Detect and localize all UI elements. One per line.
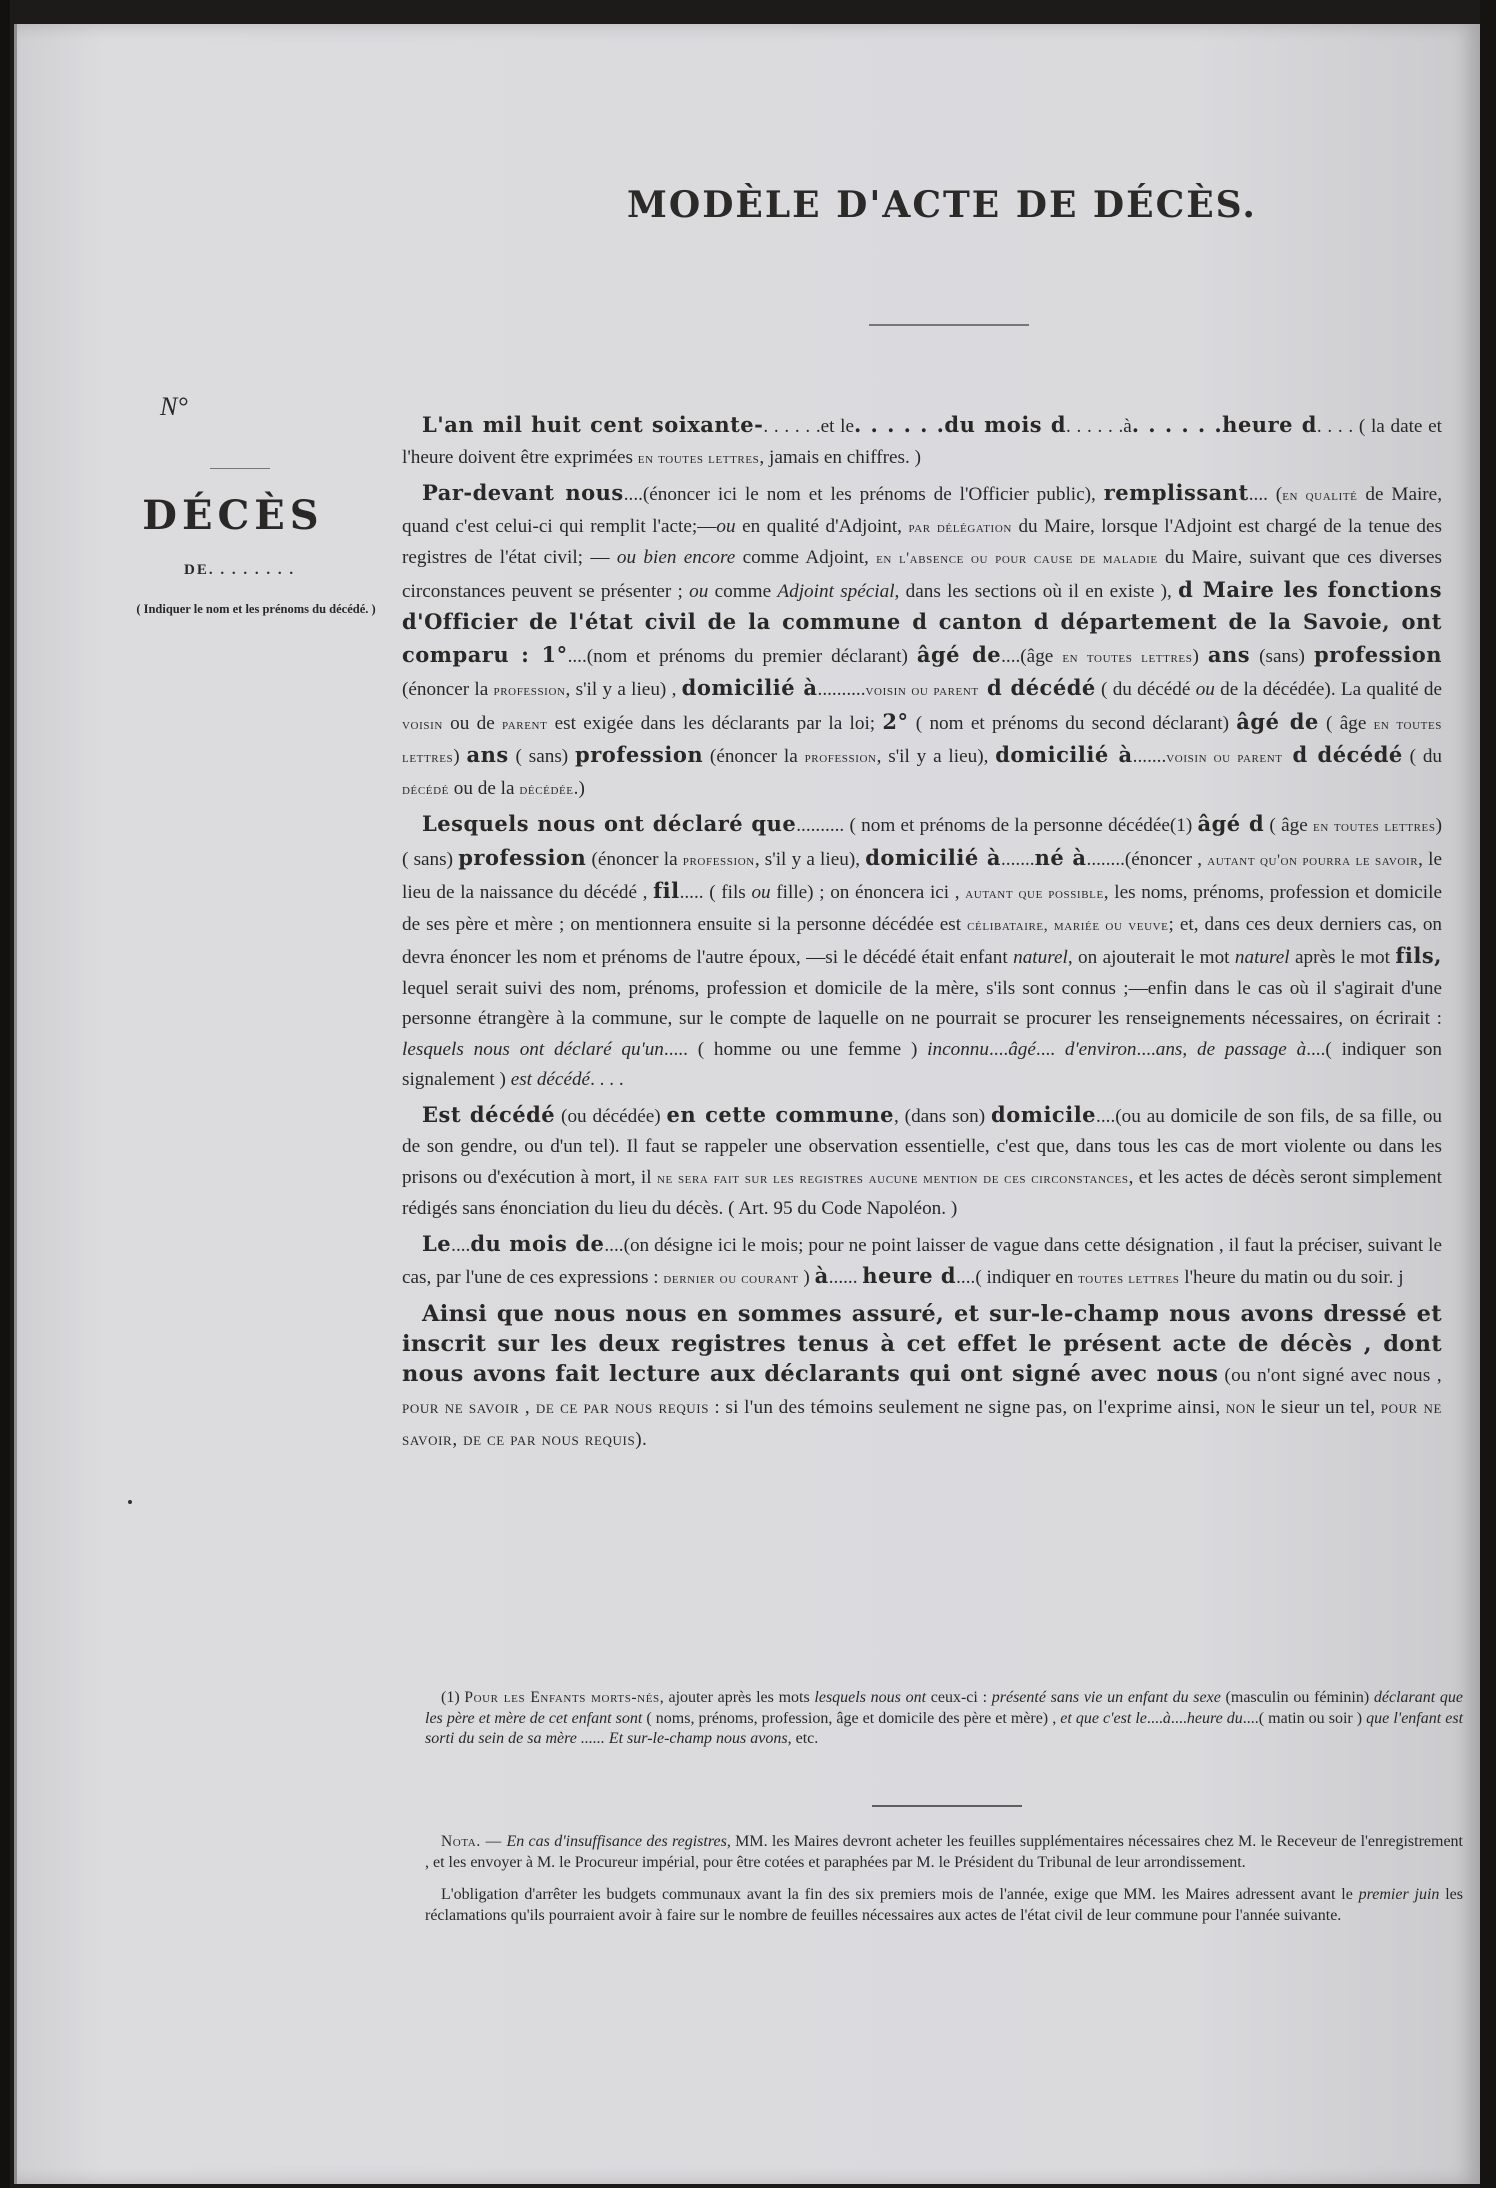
text-fragment: ..........: [817, 679, 866, 700]
text-fragment: que l'enfant est sorti du sein de sa mère ...... Et sur-le-champ nous avons: [425, 1709, 1464, 1747]
text-fragment: autant qu'on pourra le savoir: [1207, 851, 1419, 869]
text-fragment: après le mot: [1289, 947, 1396, 968]
deces-de-line: DE. . . . . . . .: [184, 562, 296, 578]
text-fragment: (sans): [1250, 645, 1314, 667]
text-fragment: de Maire, quand c'est celui-ci qui remplit l'acte;—: [402, 484, 1443, 537]
text-fragment: heure d: [862, 1263, 957, 1288]
text-fragment: ....(énoncer ici le nom et les prénoms de l'Officier public),: [623, 484, 1104, 505]
text-fragment: Lesquels nous ont déclaré que: [422, 811, 797, 836]
text-fragment: (ou n'ont signé avec nous ,: [1218, 1364, 1442, 1386]
text-fragment: déclarant que les père et mère de cet enfant sont: [425, 1689, 1464, 1727]
text-fragment: ( âge: [1318, 712, 1374, 734]
text-fragment: en qualité d'Adjoint,: [735, 515, 909, 537]
text-fragment: ....: [1035, 1038, 1065, 1060]
text-fragment: ): [798, 1267, 815, 1288]
footnote-text: [425, 1688, 1463, 1750]
text-fragment: ) ( sans): [402, 815, 1442, 870]
paragraph-lieu-deces: [402, 1100, 1442, 1225]
text-fragment: ( nom et prénoms du second déclarant): [908, 712, 1237, 734]
text-fragment: fil: [653, 878, 680, 903]
text-fragment: pour ne savoir, de ce par nous requis: [402, 1396, 1442, 1450]
text-fragment: ans: [466, 742, 509, 767]
text-fragment: .......: [1001, 848, 1035, 870]
text-fragment: comme Adjoint,: [735, 547, 877, 568]
text-fragment: ans: [1155, 1038, 1183, 1060]
text-fragment: 2°: [882, 708, 909, 734]
text-fragment: ..... ( homme ou une femme ): [663, 1038, 928, 1060]
text-fragment: (énoncer la: [703, 746, 805, 767]
text-fragment: (masculin ou féminin): [1220, 1689, 1374, 1706]
text-fragment: , on ajouterait le mot: [1067, 947, 1235, 968]
text-fragment: d décédé: [978, 675, 1096, 700]
text-fragment: profession: [575, 742, 704, 767]
text-fragment: ..... ( fils: [679, 882, 752, 903]
text-fragment: l'heure du matin ou du soir. j: [1179, 1267, 1404, 1288]
text-fragment: en cette commune: [666, 1101, 894, 1127]
text-fragment: pour ne savoir , de ce par nous requis: [402, 1396, 710, 1418]
text-fragment: en toutes lettres: [402, 715, 1442, 766]
text-fragment: célibataire, mariée ou veuve: [967, 916, 1169, 934]
nota-registres: [425, 1832, 1463, 1873]
text-fragment: .... (: [1248, 484, 1283, 505]
left-divider: [210, 468, 270, 469]
text-fragment: domicile: [991, 1101, 1097, 1127]
text-fragment: .): [573, 777, 585, 799]
text-fragment: de la décédée). La qualité de: [1214, 679, 1442, 700]
text-fragment: , MM. les Maires devront acheter les feuilles supplémentaires nécessaires chez M. le Receveur de l'enregistrement , et les envoyer à M. le Procureur impérial, pour être cotées et paraphées par M. le Président du Tribunal de leur arrondissement.: [425, 1833, 1463, 1871]
text-fragment: naturel: [1234, 947, 1290, 968]
text-fragment: Par-devant nous: [422, 480, 624, 505]
text-fragment: Ainsi que nous nous en sommes assuré, et sur-le-champ nous avons dressé et inscrit sur les deux registres tenus à cet effet le présent acte de décès , dont nous avons fait lecture aux déclarants qui ont signé avec nous: [402, 1300, 1442, 1387]
text-fragment: fille) ; on énoncera ici ,: [770, 882, 966, 903]
text-fragment: .......... ( nom et prénoms de la personne décédée(1): [796, 815, 1198, 836]
text-fragment: L'obligation d'arrêter les budgets communaux avant la fin des six premiers mois de l'année, exige que MM. les Maires adressent avant le: [441, 1886, 1359, 1903]
text-fragment: fils,: [1395, 943, 1442, 968]
text-fragment: , et les actes de décès seront simplement rédigés sans énonciation du lieu du décès. ( Art. 95 du Code Napoléon. ): [402, 1166, 1442, 1219]
text-fragment: ......: [828, 1267, 863, 1288]
text-fragment: ne sera fait sur les registres aucune mention de ces circonstances: [657, 1169, 1129, 1187]
text-fragment: décédé: [402, 780, 449, 798]
text-fragment: présenté sans vie un enfant du sexe: [991, 1689, 1221, 1706]
text-fragment: ): [1192, 645, 1208, 667]
text-fragment: autant que possible: [965, 885, 1104, 902]
footnote: [425, 1688, 1463, 1750]
book-spine: [0, 0, 10, 2188]
text-fragment: profession: [804, 749, 877, 766]
text-fragment: Est décédé: [422, 1101, 556, 1127]
text-fragment: en l'absence ou pour cause de maladie: [876, 550, 1158, 567]
text-fragment: L'an mil huit cent soixante-: [422, 412, 764, 437]
text-fragment: ou bien encore: [616, 547, 736, 568]
text-fragment: (énoncer la: [402, 679, 494, 700]
text-fragment: en qualité: [1282, 487, 1358, 504]
text-fragment: ....: [989, 1038, 1009, 1060]
text-fragment: du Maire, lorsque l'Adjoint est chargé de la tenue des registres de l'état civil; —: [402, 515, 1442, 568]
text-fragment: . . . .: [590, 1069, 624, 1090]
paragraph-declaration: [402, 809, 1442, 1096]
text-fragment: , etc.: [787, 1730, 819, 1747]
text-fragment: ou de: [442, 712, 503, 734]
text-fragment: remplissant: [1103, 480, 1249, 505]
text-fragment: , s'il y a lieu) ,: [565, 679, 682, 700]
text-fragment: né à: [1034, 844, 1087, 870]
text-fragment: ; et, dans ces deux derniers cas, on devra énoncer les nom et prénoms de l'autre époux, —si le décédé était enfant: [402, 913, 1443, 968]
text-fragment: dernier ou courant: [663, 1270, 799, 1287]
text-fragment: profession: [1313, 641, 1442, 667]
text-fragment: par délégation: [908, 518, 1012, 536]
text-fragment: non: [1225, 1396, 1256, 1418]
text-fragment: ou de la: [448, 777, 520, 799]
text-fragment: naturel: [1013, 947, 1068, 968]
text-fragment: de passage à: [1197, 1038, 1307, 1060]
text-fragment: ( noms, prénoms, profession, âge et domicile des père et mère) ,: [642, 1709, 1061, 1727]
text-fragment: toutes lettres: [1078, 1270, 1180, 1287]
text-fragment: (ou décédée): [555, 1105, 667, 1127]
text-fragment: d'environ: [1064, 1038, 1137, 1060]
text-fragment: . . . . . .du mois d: [854, 412, 1067, 437]
text-fragment: ....(âge: [1001, 645, 1063, 667]
text-fragment: ....( indiquer son signalement ): [402, 1038, 1443, 1090]
text-fragment: voisin ou parent: [865, 682, 979, 699]
text-fragment: : si l'un des témoins seulement ne signe pas, on l'exprime ainsi,: [709, 1396, 1226, 1418]
text-fragment: domicilié à: [681, 675, 818, 700]
text-fragment: ....: [1136, 1038, 1156, 1060]
text-fragment: ): [453, 746, 467, 767]
text-fragment: est exigée dans les déclarants par la loi;: [547, 712, 883, 734]
text-fragment: Nota. —: [441, 1833, 507, 1850]
paragraph-date: [402, 410, 1442, 474]
text-fragment: . . . . . .et le: [763, 416, 855, 437]
text-fragment: ou: [1195, 679, 1215, 700]
text-fragment: âgé: [1008, 1038, 1036, 1060]
text-fragment: , les noms, prénoms, profession et domicile de ses père et mère ; on mentionnera ensuite si la personne décédée est: [402, 882, 1442, 935]
text-fragment: ceux-ci :: [926, 1689, 992, 1706]
text-fragment: . . . . . .à: [1066, 416, 1132, 437]
text-fragment: , jamais en chiffres. ): [759, 446, 922, 468]
text-fragment: en toutes lettres: [637, 449, 760, 467]
text-fragment: ....: [1170, 1709, 1187, 1727]
text-fragment: d: [1240, 811, 1265, 836]
text-fragment: profession: [458, 844, 587, 870]
text-fragment: en toutes lettres: [1313, 818, 1436, 835]
text-fragment: âgé de: [1236, 708, 1319, 734]
text-fragment: (1): [441, 1689, 465, 1706]
text-fragment: ....(on désigne ici le mois; pour ne point laisser de vague dans cette désignation , il faut la préciser, suivant le cas, par l'une de ces expressions :: [402, 1234, 1442, 1288]
text-fragment: Pour les Enfants morts-nés: [464, 1689, 660, 1706]
text-fragment: du Maire, suivant que ces diverses circonstances peuvent se présenter ;: [402, 547, 1442, 602]
text-fragment: , s'il y a lieu),: [876, 746, 996, 767]
text-fragment: Le: [422, 1230, 452, 1256]
text-fragment: ....(nom et prénoms du premier déclarant): [567, 645, 917, 667]
text-fragment: lesquels nous ont déclaré qu'un: [402, 1038, 664, 1060]
text-fragment: heure du: [1186, 1709, 1243, 1727]
text-fragment: ( du: [1402, 746, 1443, 767]
text-fragment: ( âge: [1264, 815, 1313, 836]
text-fragment: , le lieu de la naissance du décédé ,: [402, 848, 1443, 903]
text-fragment: ....( indiquer en: [956, 1267, 1079, 1288]
text-fragment: à: [1162, 1709, 1171, 1727]
text-fragment: domicilié à: [865, 844, 1001, 870]
text-fragment: ).: [635, 1428, 648, 1450]
text-fragment: à: [814, 1263, 829, 1288]
text-fragment: domicilié à: [995, 742, 1133, 767]
text-fragment: en toutes lettres: [1062, 648, 1193, 666]
text-fragment: . . . . . .heure d: [1131, 412, 1317, 437]
text-fragment: lequel serait suivi des nom, prénoms, profession et domicile de la mère, s'ils sont connus ;—enfin dans le cas où il s'agirait d'une personne étrangère à la commune, sur le compte de laquelle on ne pourrait se procurer les renseignements nécessaires, on écrirait :: [402, 977, 1442, 1029]
nota-budgets: [425, 1885, 1463, 1926]
numero-label: N°: [160, 392, 188, 421]
text-fragment: ou: [689, 580, 709, 602]
text-fragment: parent: [502, 715, 548, 733]
text-fragment: ....: [451, 1234, 471, 1256]
text-fragment: En cas d'insuffisance des registres: [506, 1833, 727, 1850]
text-fragment: , ajouter après les mots: [659, 1689, 815, 1706]
text-fragment: d décédé: [1282, 742, 1403, 767]
text-fragment: inconnu: [927, 1038, 989, 1060]
text-fragment: les réclamations qu'ils pourraient avoir à faire sur le nombre de feuilles nécessaires aux actes de l'état civil de leur commune pour l'année suivante.: [425, 1886, 1464, 1924]
text-fragment: ans: [1207, 641, 1251, 667]
deces-heading: DÉCÈS: [142, 492, 324, 539]
text-fragment: âgé: [1197, 811, 1241, 836]
text-fragment: ....: [1146, 1709, 1163, 1727]
text-fragment: décédée: [519, 780, 574, 798]
text-fragment: comme: [708, 580, 778, 602]
page-edge: [1480, 0, 1496, 2188]
text-fragment: premier juin: [1358, 1886, 1440, 1903]
text-fragment: est décédé: [510, 1069, 591, 1090]
text-fragment: , dans les sections où il en existe ),: [894, 580, 1179, 602]
act-body: [402, 410, 1442, 1459]
text-fragment: . . . . ( la date et l'heure doivent être exprimées: [402, 416, 1442, 468]
text-fragment: ....(ou au domicile de son fils, de sa fille, ou de son gendre, ou d'un tel). Il faut se rappeler une observation essentielle, c'est que, dans tous les cas de mort violente ou dans les prisons ou d'exécution à mort, il: [402, 1105, 1443, 1188]
text-fragment: , s'il y a lieu),: [754, 848, 866, 870]
text-fragment: ........(énoncer ,: [1086, 848, 1208, 870]
text-fragment: d Maire les fonctions d'Officier de l'état civil de la commune d canton d département de la Savoie, ont comparu : 1°: [402, 576, 1443, 667]
text-fragment: profession: [682, 851, 755, 869]
text-fragment: (énoncer la: [586, 848, 683, 870]
section-divider: [872, 1805, 1022, 1807]
ink-spot: [128, 1500, 132, 1504]
paragraph-conclusion: [402, 1299, 1442, 1455]
text-fragment: ,: [1182, 1038, 1197, 1060]
text-fragment: profession: [493, 682, 566, 699]
text-fragment: ....( matin ou soir ): [1242, 1709, 1367, 1727]
page-title: MODÈLE D'ACTE DE DÉCÈS.: [627, 184, 1257, 226]
paragraph-date-deces: [402, 1229, 1442, 1295]
indiquer-note: ( Indiquer le nom et les prénoms du décédé. ): [136, 602, 376, 616]
text-fragment: ( sans): [508, 746, 576, 767]
text-fragment: voisin ou parent: [1166, 749, 1283, 766]
text-fragment: et que c'est le: [1060, 1709, 1147, 1727]
text-fragment: du mois de: [470, 1230, 605, 1256]
text-fragment: ( du décédé: [1095, 679, 1196, 700]
text-fragment: ou: [716, 515, 736, 537]
text-fragment: , (dans son): [894, 1105, 992, 1127]
text-fragment: Adjoint spécial: [777, 580, 895, 602]
title-divider: [869, 324, 1029, 326]
text-fragment: voisin: [402, 715, 443, 733]
text-fragment: .......: [1132, 746, 1167, 767]
text-fragment: ou: [751, 882, 771, 903]
text-fragment: le sieur un tel,: [1255, 1396, 1381, 1418]
paragraph-officier: [402, 478, 1442, 805]
text-fragment: âgé de: [916, 641, 1002, 667]
text-fragment: lesquels nous ont: [814, 1689, 927, 1706]
nota-section: [425, 1832, 1463, 1938]
